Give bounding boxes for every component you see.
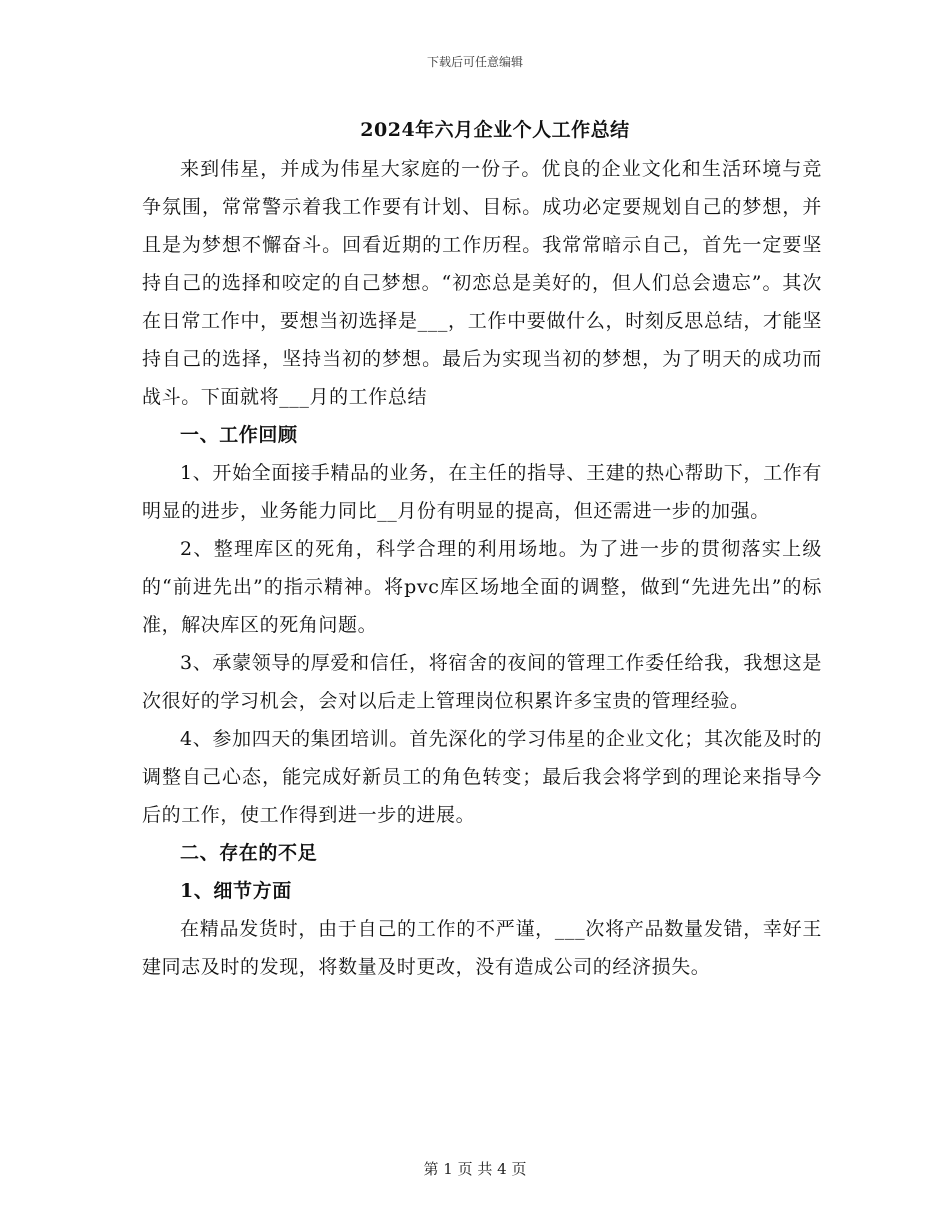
paragraph-item-1: 1、开始全面接手精品的业务，在主任的指导、王建的热心帮助下，工作有明显的进步，业务能力同比__月份有明显的提高，但还需进一步的加强。 (142, 462, 822, 522)
page-number-footer: 第 1 页 共 4 页 (423, 1160, 527, 1178)
section-heading-work-review: 一、工作回顾 (180, 424, 298, 446)
document-body (142, 150, 822, 986)
paragraph-details: 在精品发货时，由于自己的工作的不严谨，___次将产品数量发错，幸好王建同志及时的发现，将数量及时更改，没有造成公司的经济损失。 (142, 918, 822, 978)
section-heading-shortcomings: 二、存在的不足 (180, 842, 318, 864)
header-note: 下载后可任意编辑 (426, 55, 523, 69)
document-title: 2024年六月企业个人工作总结 (360, 119, 630, 141)
paragraph-item-4: 4、参加四天的集团培训。首先深化的学习伟星的企业文化；其次能及时的调整自己心态，能完成好新员工的角色转变；最后我会将学到的理论来指导今后的工作，使工作得到进一步的进展。 (142, 728, 822, 826)
paragraph-intro: 来到伟星，并成为伟星大家庭的一份子。优良的企业文化和生活环境与竞争氛围，常常警示着我工作要有计划、目标。成功必定要规划自己的梦想，并且是为梦想不懈奋斗。回看近期的工作历程。我常常暗示自己，首先一定要坚持自己的选择和咬定的自己梦想。“初恋总是美好的，但人们总会遗忘”。其次在日常工作中，要想当初选择是___，工作中要做什么，时刻反思总结，才能坚持自己的选择，坚持当初的梦想。最后为实现当初的梦想，为了明天的成功而战斗。下面就将___月的工作总结 (142, 158, 822, 408)
paragraph-item-3: 3、承蒙领导的厚爱和信任，将宿舍的夜间的管理工作委任给我，我想这是次很好的学习机会，会对以后走上管理岗位积累许多宝贵的管理经验。 (142, 652, 822, 712)
paragraph-item-2: 2、整理库区的死角，科学合理的利用场地。为了进一步的贯彻落实上级的“前进先出”的指示精神。将pvc库区场地全面的调整，做到“先进先出”的标准，解决库区的死角问题。 (142, 538, 822, 636)
subheading-details: 1、细节方面 (180, 880, 292, 902)
